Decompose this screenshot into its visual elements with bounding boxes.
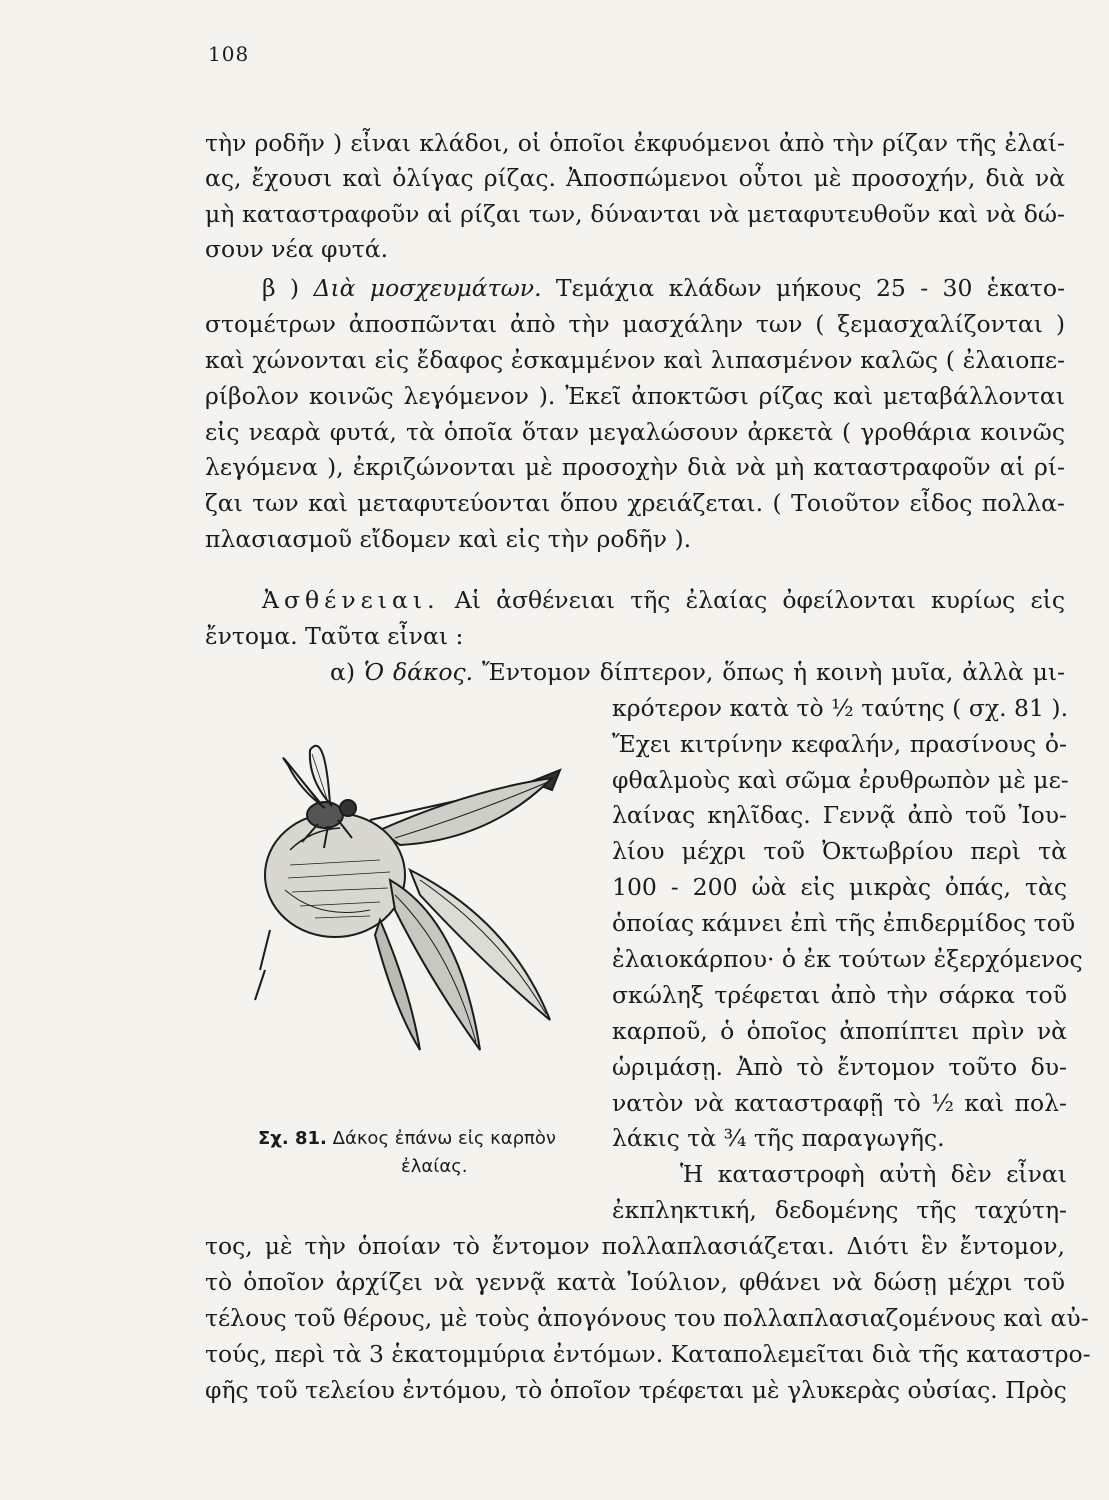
text-line: τὴν ροδῆν ) εἶναι κλάδοι, οἱ ὁποῖοι ἐκφυόμενοι ἀπὸ τὴν ρίζαν τῆς ἐλαί- <box>205 129 1065 157</box>
text-line: ὁποίας κάμνει ἐπὶ τῆς ἐπιδερμίδος τοῦ <box>612 909 1076 937</box>
text-line: τὸ ὁποῖον ἀρχίζει νὰ γεννᾷ κατὰ Ἰούλιον, φθάνει νὰ δώσῃ μέχρι τοῦ <box>205 1268 1065 1296</box>
diseases-first-line: Ἀσθένειαι. Αἱ ἀσθένειαι τῆς ἐλαίας ὀφείλονται κυρίως εἰς <box>262 586 1065 614</box>
page-number: 108 <box>208 42 250 66</box>
text-line: φθαλμοὺς καὶ σῶμα ἐρυθρωπὸν μὲ με- <box>612 766 1069 794</box>
text-line: Ἔχει κιτρίνην κεφαλήν, πρασίνους ὀ- <box>612 730 1067 758</box>
text-line: στομέτρων ἀποσπῶνται ἀπὸ τὴν μασχάλην των ( ξεμασχαλίζονται ) <box>205 310 1065 338</box>
text-line: ας, ἔχουσι καὶ ὀλίγας ρίζας. Ἀποσπώμενοι οὗτοι μὲ προσοχήν, διὰ νὰ <box>205 164 1065 192</box>
text-line: τος, μὲ τὴν ὁποίαν τὸ ἔντομον πολλαπλασιάζεται. Διότι ἓν ἔντομον, <box>205 1232 1065 1260</box>
figure-caption <box>258 1125 556 1181</box>
olive-fly-illustration <box>230 720 600 1100</box>
text-line: λίου μέχρι τοῦ Ὀκτωβρίου περὶ τὰ <box>612 837 1067 865</box>
paragraph-b-first-line: β ) Διὰ μοσχευμάτων. Τεμάχια κλάδων μήκους 25 - 30 ἑκατο- <box>262 274 1066 302</box>
figure-caption-line-1: Δάκος ἐπάνω εἰς καρπὸν <box>332 1128 556 1149</box>
text-line: ἔντομα. Ταῦτα εἶναι : <box>205 622 464 650</box>
text-line: λεγόμενα ), ἐκριζώνονται μὲ προσοχὴν διὰ νὰ μὴ καταστραφοῦν αἱ ρί- <box>205 453 1065 481</box>
text-line: καὶ χώνονται εἰς ἔδαφος ἐσκαμμένον καὶ λιπασμένον καλῶς ( ἐλαιοπε- <box>205 346 1065 374</box>
text-line: ρίβολον κοινῶς λεγόμενον ). Ἐκεῖ ἀποκτῶσι ρίζας καὶ μεταβάλλονται <box>205 382 1065 410</box>
text-line: ὡριμάσῃ. Ἀπὸ τὸ ἔντομον τοῦτο δυ- <box>612 1053 1067 1081</box>
text-line: καρποῦ, ὁ ὁποῖος ἀποπίπτει πρὶν νὰ <box>612 1017 1067 1045</box>
text-line: ζαι των καὶ μεταφυτεύονται ὅπου χρειάζεται. ( Τοιοῦτον εἶδος πολλα- <box>205 489 1065 517</box>
figure-label: Σχ. 81. <box>258 1128 327 1149</box>
text-line: ἐκπληκτική, δεδομένης τῆς ταχύτη- <box>612 1196 1067 1224</box>
figure-caption-line-2: ἐλαίας. <box>401 1156 468 1177</box>
text-line: νατὸν νὰ καταστραφῇ τὸ ½ καὶ πολ- <box>612 1089 1067 1117</box>
text-line: μὴ καταστραφοῦν αἱ ρίζαι των, δύνανται νὰ μεταφυτευθοῦν καὶ νὰ δώ- <box>205 200 1065 228</box>
text-line: 100 - 200 ὠὰ εἰς μικρὰς ὀπάς, τὰς <box>612 873 1067 901</box>
dakos-first-line: α) Ὁ δάκος. Ἔντομον δίπτερον, ὅπως ἡ κοινὴ μυῖα, ἀλλὰ μι- <box>330 658 1065 686</box>
text-line: σουν νέα φυτά. <box>205 235 389 263</box>
text-line: σκώληξ τρέφεται ἀπὸ τὴν σάρκα τοῦ <box>612 981 1067 1009</box>
text-line: κρότερον κατὰ τὸ ½ ταύτης ( σχ. 81 ). <box>612 694 1069 722</box>
text-line: λάκις τὰ ¾ τῆς παραγωγῆς. <box>612 1124 945 1152</box>
diseases-heading: Ἀσθένειαι. <box>262 586 440 614</box>
text-line: Ἡ καταστροφὴ αὐτὴ δὲν εἶναι <box>680 1160 1067 1188</box>
text-line: ἐλαιοκάρπου· ὁ ἐκ τούτων ἐξερχόμενος <box>612 945 1083 973</box>
text-line: λαίνας κηλῖδας. Γεννᾷ ἀπὸ τοῦ Ἰου- <box>612 801 1067 829</box>
text-line: πλασιασμοῦ εἴδομεν καὶ εἰς τὴν ροδῆν ). <box>205 525 692 553</box>
paragraph-b-title: Διὰ μοσχευμάτων. <box>313 274 542 302</box>
text-line: τέλους τοῦ θέρους, μὲ τοὺς ἀπογόνους του πολλαπλασιαζομένους καὶ αὐ- <box>205 1304 1089 1332</box>
text-line: τούς, περὶ τὰ 3 ἑκατομμύρια ἐντόμων. Καταπολεμεῖται διὰ τῆς καταστρο- <box>205 1340 1091 1368</box>
text-line: φῆς τοῦ τελείου ἐντόμου, τὸ ὁποῖον τρέφεται μὲ γλυκερὰς οὐσίας. Πρὸς <box>205 1376 1067 1404</box>
text-line: εἰς νεαρὰ φυτά, τὰ ὁποῖα ὅταν μεγαλώσουν ἀρκετὰ ( γροθάρια κοινῶς <box>205 418 1065 446</box>
dakos-title: Ὁ δάκος. <box>363 658 474 686</box>
